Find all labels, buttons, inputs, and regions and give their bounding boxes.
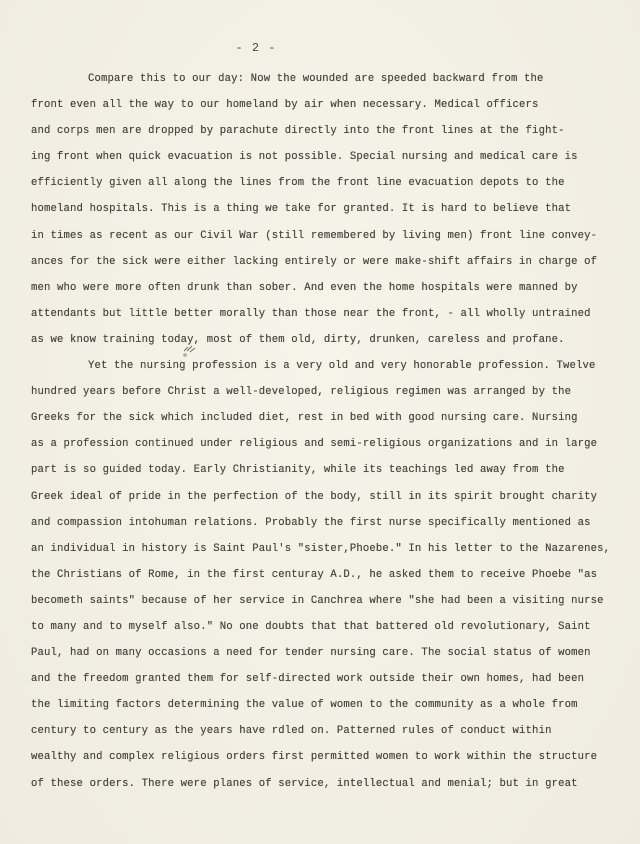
document-body (31, 66, 636, 797)
text-line: becometh saints" because of her service in Canchrea where "she had been a visiting nurse (31, 594, 604, 607)
text-line: Yet the nursing profession is a very old and very honorable profession. Twelve (88, 360, 596, 373)
text-line: ances for the sick were either lacking entirely or were make-shift affairs in charge of (31, 255, 598, 268)
text-line: the limiting factors determining the value of women to the community as a whole from (31, 699, 578, 712)
text-line: and the freedom granted them for self-directed work outside their own homes, had been (31, 673, 585, 686)
text-line: part is so guided today. Early Christianity, while its teachings led away from the (31, 464, 565, 477)
text-line: century to century as the years have rdled on. Patterned rules of conduct within (31, 725, 552, 738)
handwritten-correction-mark (183, 345, 197, 357)
text-line: attendants but little better morally than those near the front, - all wholly untrained (31, 307, 591, 320)
text-line: men who were more often drunk than sober. And even the home hospitals were manned by (31, 281, 578, 294)
text-line: of these orders. There were planes of service, intellectual and menial; but in great (31, 777, 578, 790)
text-line: efficiently given all along the lines from the front line evacuation depots to the (31, 177, 565, 190)
text-line: ing front when quick evacuation is not possible. Special nursing and medical care is (31, 151, 578, 164)
text-line: front even all the way to our homeland by air when necessary. Medical officers (31, 99, 539, 112)
text-line: as we know training today, most of them old, dirty, drunken, careless and profane. (31, 333, 565, 346)
text-line: as a profession continued under religious and semi-religious organizations and in large (31, 438, 598, 451)
page-number: - 2 - (235, 41, 277, 55)
text-line: Compare this to our day: Now the wounded are speeded backward from the (88, 73, 544, 85)
text-line: and compassion intohuman relations. Probably the first nurse specifically mentioned as (31, 516, 591, 529)
text-line: to many and to myself also." No one doubts that that battered old revolutionary, Saint (31, 620, 591, 633)
text-line: Greek ideal of pride in the perfection of the body, still in its spirit brought charity (31, 490, 598, 503)
text-line: and corps men are dropped by parachute directly into the front lines at the fight- (31, 125, 565, 138)
text-line: an individual in history is Saint Paul's "sister,Phoebe." In his letter to the Nazarenes, (31, 542, 611, 555)
text-line: hundred years before Christ a well-developed, religious regimen was arranged by the (31, 386, 572, 399)
text-line: wealthy and complex religious orders first permitted women to work within the structure (31, 751, 598, 764)
text-line: Paul, had on many occasions a need for tender nursing care. The social status of women (31, 647, 591, 660)
text-line: Greeks for the sick which included diet, rest in bed with good nursing care. Nursing (31, 412, 578, 425)
text-line: in times as recent as our Civil War (still remembered by living men) front line convey- (31, 229, 598, 242)
text-line: homeland hospitals. This is a thing we take for granted. It is hard to believe that (31, 203, 572, 216)
text-line: the Christians of Rome, in the first centuray A.D., he asked them to receive Phoebe "as (31, 568, 598, 581)
